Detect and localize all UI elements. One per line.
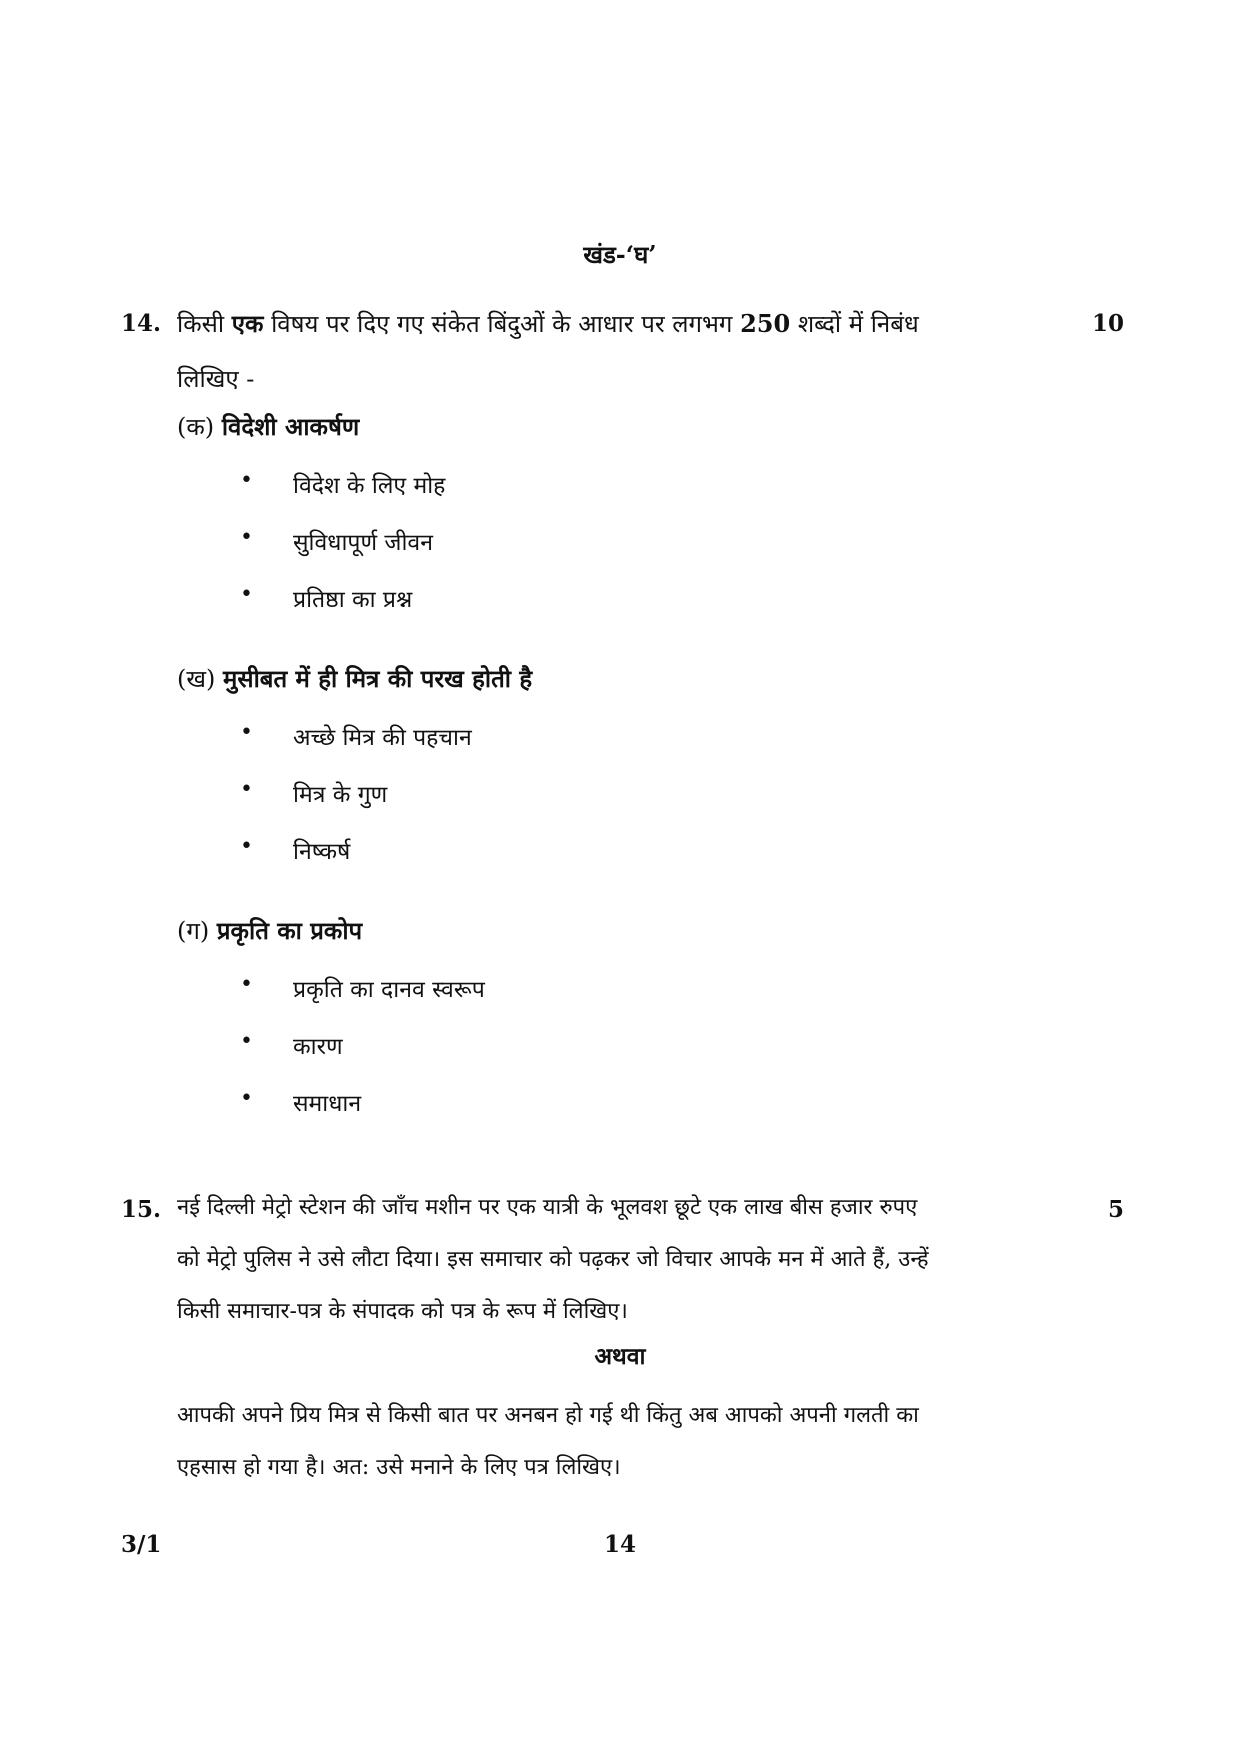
q14-emphasis-one: एक — [231, 309, 264, 338]
question-14-line-2: लिखिए - — [177, 365, 255, 393]
question-15-number: 15. — [121, 1196, 162, 1223]
list-item-text: प्रकृति का दानव स्वरूप — [293, 977, 485, 1003]
alternative-line-2: एहसास हो गया है। अत: उसे मनाने के लिए पत्र लिखिए। — [177, 1455, 621, 1480]
q14-word-count: 250 — [740, 309, 791, 338]
topic-ga-heading — [177, 914, 362, 947]
bullet-icon: • — [240, 972, 253, 997]
bullet-icon: • — [240, 834, 253, 859]
bullet-icon: • — [240, 468, 253, 493]
question-15-line-1: नई दिल्ली मेट्रो स्टेशन की जाँच मशीन पर एक यात्री के भूलवश छूटे एक लाख बीस हजार रुपए — [177, 1195, 918, 1220]
list-item-text: प्रतिष्ठा का प्रश्न — [293, 587, 413, 613]
list-item-text: मित्र के गुण — [293, 782, 388, 808]
topic-label: (ख) — [177, 665, 216, 693]
question-14-line-1 — [177, 296, 1077, 352]
list-item-text: समाधान — [293, 1091, 362, 1117]
topic-title: प्रकृति का प्रकोप — [216, 916, 363, 945]
topic-label: (ग) — [177, 917, 210, 945]
topic-label: (क) — [177, 413, 215, 441]
question-15-line-2: को मेट्रो पुलिस ने उसे लौटा दिया। इस समाचार को पढ़कर जो विचार आपके मन में आते हैं, उन्हें — [177, 1247, 929, 1272]
topic-title: विदेशी आकर्षण — [221, 412, 360, 441]
question-14-number: 14. — [121, 310, 162, 337]
question-15-line-3: किसी समाचार-पत्र के संपादक को पत्र के रूप में लिखिए। — [177, 1299, 628, 1324]
list-item-text: निष्कर्ष — [293, 839, 351, 865]
question-15-alternative — [177, 1390, 1067, 1494]
alternative-line-1: आपकी अपने प्रिय मित्र से किसी बात पर अनबन हो गई थी किंतु अब आपको अपनी गलती का — [177, 1403, 919, 1428]
topic-kha-heading — [177, 662, 532, 695]
bullet-icon: • — [240, 525, 253, 550]
question-15-text — [177, 1182, 1067, 1338]
bullet-icon: • — [240, 582, 253, 607]
bullet-icon: • — [240, 1086, 253, 1111]
q14-text-part: शब्दों में निबंध — [790, 310, 919, 338]
bullet-icon: • — [240, 720, 253, 745]
list-item-text: अच्छे मित्र की पहचान — [293, 725, 472, 751]
page-number: 14 — [603, 1531, 636, 1558]
topic-ka-heading — [177, 410, 359, 443]
bullet-icon: • — [240, 1029, 253, 1054]
question-14-marks: 10 — [1091, 310, 1124, 337]
q14-text-part: विषय पर दिए गए संकेत बिंदुओं के आधार पर लगभग — [263, 310, 741, 338]
list-item-text: कारण — [293, 1034, 343, 1060]
topic-title: मुसीबत में ही मित्र की परख होती है — [223, 664, 533, 693]
or-separator: अथवा — [594, 1343, 646, 1370]
list-item-text: सुविधापूर्ण जीवन — [293, 530, 433, 556]
question-15-marks: 5 — [1107, 1196, 1124, 1223]
question-14-text — [177, 296, 1077, 407]
paper-code: 3/1 — [121, 1531, 162, 1558]
q14-text-part: किसी — [177, 310, 232, 338]
list-item-text: विदेश के लिए मोह — [293, 473, 446, 499]
bullet-icon: • — [240, 777, 253, 802]
section-title: खंड-‘घ’ — [583, 240, 657, 269]
